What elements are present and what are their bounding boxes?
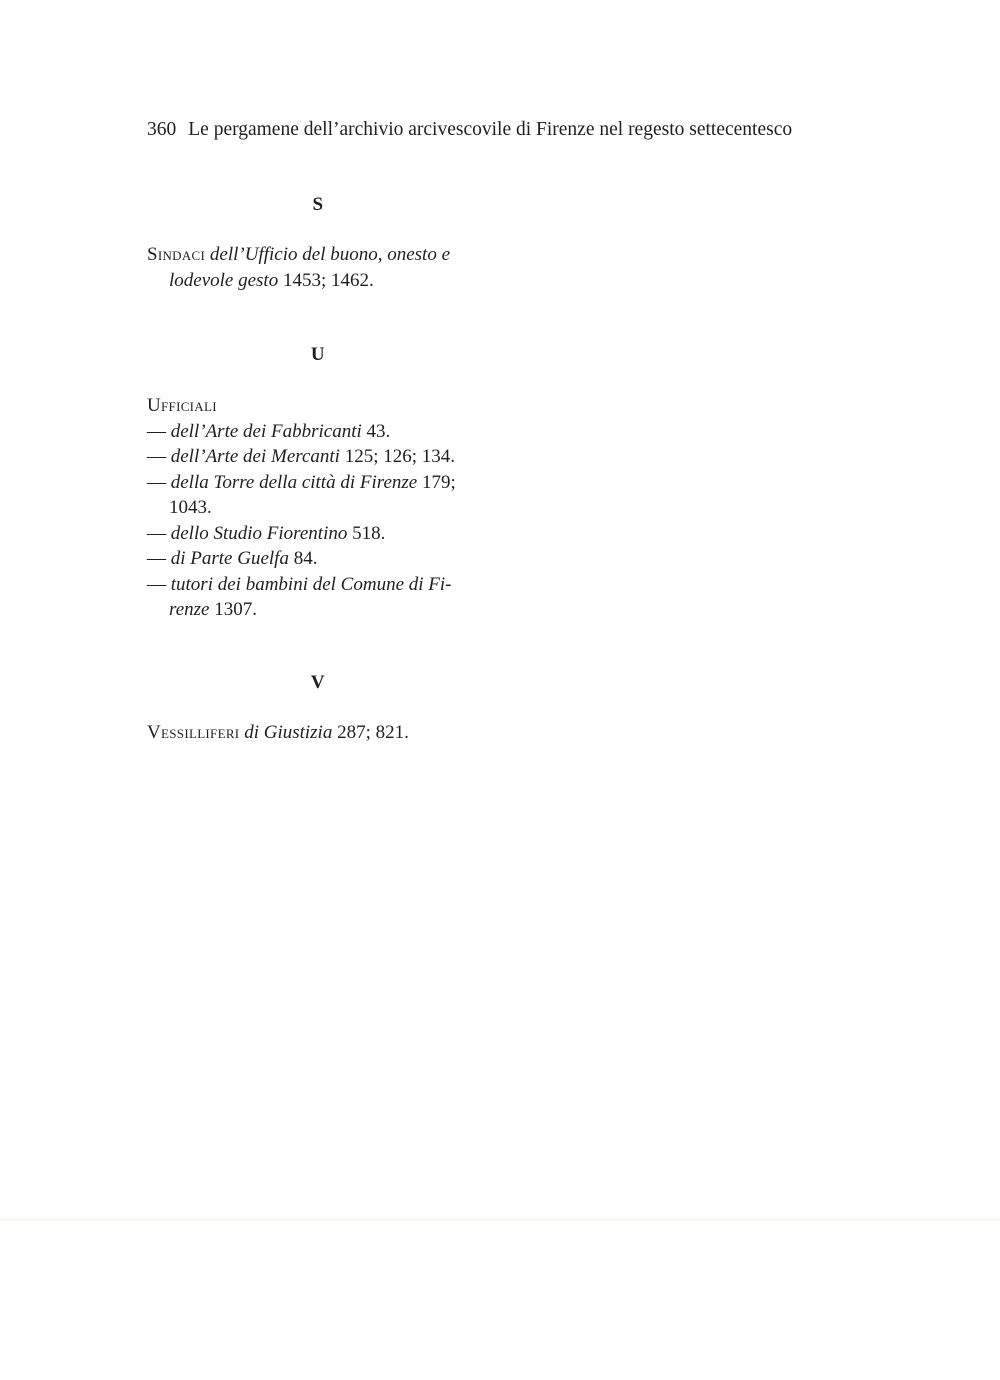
index-entry-sindaci: [147, 242, 492, 293]
entry-line: [147, 268, 492, 294]
sub-entry: [147, 444, 492, 470]
entry-qualifier: dell’Ufficio del buono, onesto e: [209, 244, 451, 265]
em-dash: —: [147, 522, 166, 544]
sub-entry-refs: 1307.: [214, 599, 257, 620]
entry-refs: 287; 821.: [337, 722, 409, 743]
sub-entry-refs: 43.: [366, 420, 391, 442]
sub-entry-qualifier: della Torre della città di Firenze: [170, 471, 418, 493]
sub-entry-qualifier: dello Studio Fiorentino: [170, 522, 348, 544]
sub-entry-qualifier: tutori dei bambini del Comune di Fi-: [170, 573, 452, 595]
entry-line: [147, 393, 492, 419]
section-letter-v: V: [310, 672, 326, 693]
section-letter-s: S: [312, 194, 324, 215]
page-edge-shadow: [0, 1218, 1000, 1221]
sub-entry: [147, 521, 492, 547]
entry-line: [147, 720, 492, 746]
em-dash: —: [147, 471, 166, 493]
em-dash: —: [147, 548, 166, 569]
sub-entry-qualifier: dell’Arte dei Mercanti: [170, 446, 340, 467]
sub-entry-refs: 84.: [293, 548, 318, 569]
page-number: 360: [147, 119, 177, 140]
entry-qualifier: lodevole gesto: [169, 269, 279, 291]
em-dash: —: [147, 420, 166, 442]
em-dash: —: [147, 446, 166, 467]
sub-entry-refs: 179;: [421, 471, 456, 493]
sub-entry-refs: 518.: [352, 522, 386, 544]
entry-head: Vessilliferi: [147, 722, 240, 743]
index-entry-vessilliferi: [147, 720, 492, 746]
entry-head: Sindaci: [147, 244, 206, 265]
sub-entry: [147, 470, 492, 496]
entry-head: Ufficiali: [147, 395, 217, 416]
entry-refs: 1453; 1462.: [282, 269, 374, 291]
sub-entry-qualifier: di Parte Guelfa: [170, 548, 289, 569]
sub-entry-refs: 1043.: [169, 497, 212, 518]
sub-entry: [147, 546, 492, 572]
em-dash: —: [147, 573, 166, 595]
sub-entry-qualifier: renze: [169, 599, 210, 620]
index-entry-ufficiali: [147, 393, 492, 623]
sub-entry-continuation: [147, 597, 492, 623]
running-title: Le pergamene dell’archivio arcivescovile di Firenze nel regesto settecentesco: [188, 119, 793, 140]
sub-entry-qualifier: dell’Arte dei Fabbricanti: [170, 420, 362, 442]
sub-entry-continuation: [147, 495, 492, 521]
sub-entry: [147, 572, 492, 598]
sub-entry: [147, 419, 492, 445]
running-head: [147, 119, 792, 141]
sub-entry-refs: 125; 126; 134.: [344, 446, 455, 467]
entry-qualifier: di Giustizia: [244, 722, 333, 743]
section-letter-u: U: [310, 344, 326, 365]
entry-line: [147, 242, 492, 268]
